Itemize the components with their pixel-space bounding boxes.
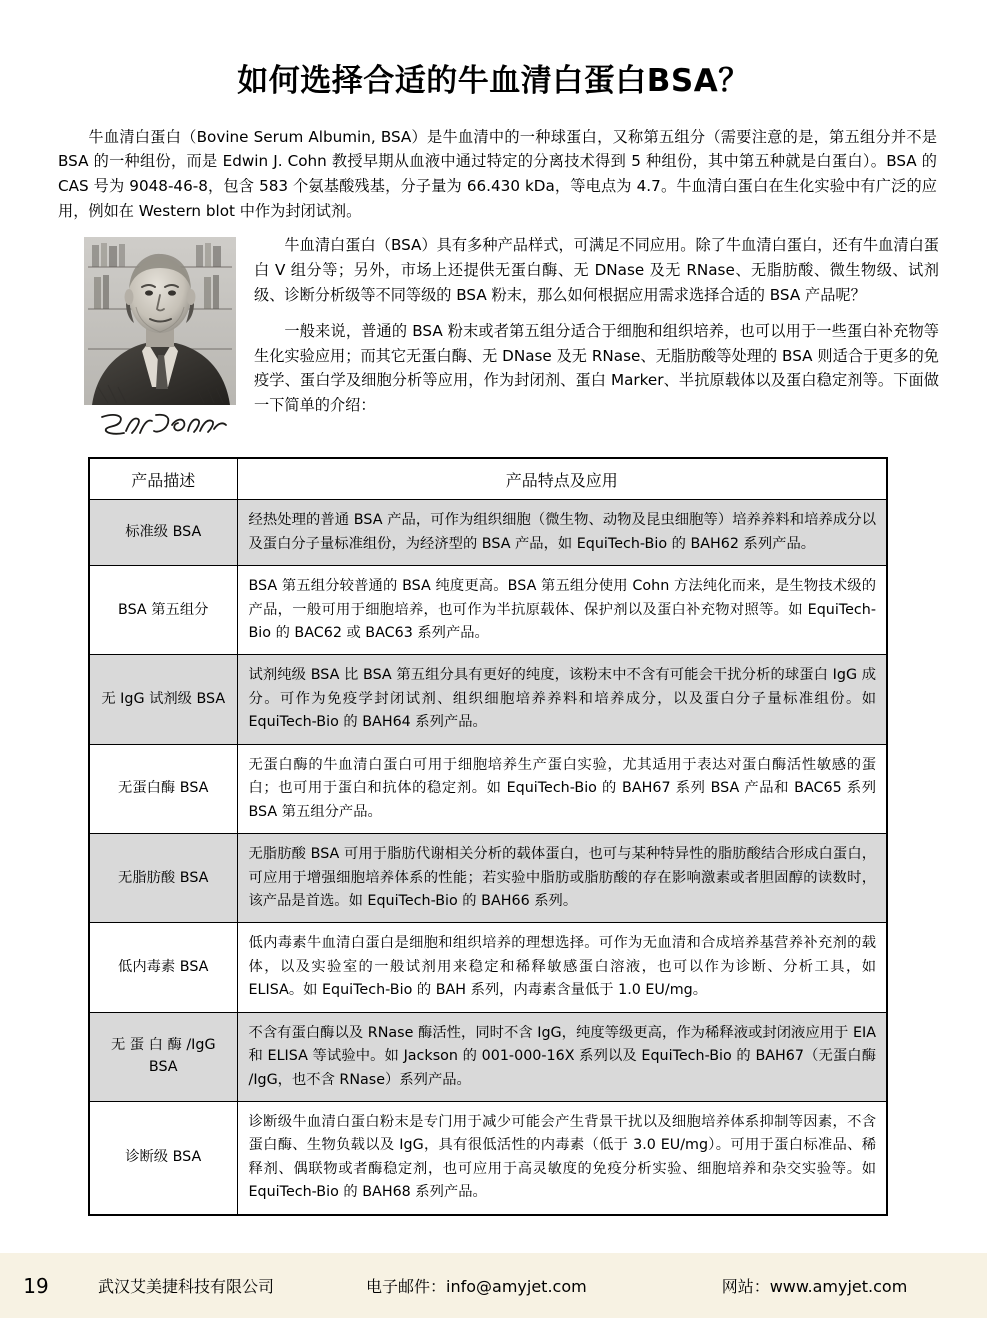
product-name: 低内毒素 BSA — [89, 923, 237, 1012]
column-header-product-features: 产品特点及应用 — [237, 458, 887, 500]
product-name: 无 IgG 试剂级 BSA — [89, 655, 237, 744]
product-table-wrap — [0, 445, 987, 1216]
product-description: 诊断级牛血清白蛋白粉末是专门用于减少可能会产生背景干扰以及细胞培养体系抑制等因素，不含蛋白酶、生物负载以及 IgG，具有很低活性的内毒素（低于 3.0 EU/mg）。可用于蛋白标准品、稀释剂、偶联物或者酶稳定剂，也可应用于高灵敏度的免疫分析实验、细胞培养和杂交实验等。如 EquiTech-Bio 的 BAH68 系列产品。 — [237, 1102, 887, 1215]
paragraph-3: 一般来说，普通的 BSA 粉末或者第五组分适合于细胞和组织培养，也可以用于一些蛋白补充物等生化实验应用；而其它无蛋白酶、无 DNase 及无 RNase、无脂肪酸等处理的 BSA 则适合于更多的免疫学、蛋白学及细胞分析等应用，作为封闭剂、蛋白 Marker、半抗原载体以及蛋白稳定剂等。下面做一下简单的介绍： — [254, 322, 939, 414]
table-row — [89, 744, 887, 833]
footer-company-name: 武汉艾美捷科技有限公司 — [98, 1277, 275, 1296]
product-description: 无脂肪酸 BSA 可用于脂肪代谢相关分析的载体蛋白，也可与某种特异性的脂肪酸结合形成白蛋白，可应用于增强细胞培养体系的性能；若实验中脂肪或脂肪酸的存在影响激素或者胆固醇的读数时，该产品是首选。如 EquiTech-Bio 的 BAH66 系列。 — [237, 834, 887, 923]
portrait-block — [84, 237, 236, 441]
table-body — [89, 500, 887, 1215]
footer-website: 网站：www.amyjet.com — [721, 1277, 908, 1296]
product-table — [88, 457, 888, 1216]
product-description: 不含有蛋白酶以及 RNase 酶活性，同时不含 IgG，纯度等级更高，作为稀释液或封闭液应用于 EIA 和 ELISA 等试验中。如 Jackson 的 001-000-16X 系列以及 EquiTech-Bio 的 BAH67（无蛋白酶 /IgG，也不含 RNase）系列产品。 — [237, 1012, 887, 1101]
table-header-row — [89, 458, 887, 500]
page-title: 如何选择合适的牛血清白蛋白BSA？ — [237, 63, 750, 99]
table-row — [89, 1102, 887, 1215]
table-row — [89, 1012, 887, 1101]
product-description: 经热处理的普通 BSA 产品，可作为组织细胞（微生物、动物及昆虫细胞等）培养养料和培养成分以及蛋白分子量标准组份，为经济型的 BSA 产品，如 EquiTech-Bio 的 BAH62 系列产品。 — [237, 500, 887, 566]
product-name: 无蛋白酶 BSA — [89, 744, 237, 833]
table-row — [89, 655, 887, 744]
table-row — [89, 500, 887, 566]
table-row — [89, 923, 887, 1012]
footer-email: 电子邮件：info@amyjet.com — [366, 1277, 587, 1296]
edwin-j-cohn-portrait-image — [84, 237, 236, 405]
product-name: BSA 第五组分 — [89, 566, 237, 655]
product-name: 无 蛋 白 酶 /IgG BSA — [89, 1012, 237, 1101]
product-description: BSA 第五组分较普通的 BSA 纯度更高。BSA 第五组分使用 Cohn 方法纯化而来，是生物技术级的产品，一般可用于细胞培养，也可作为半抗原载体、保护剂以及蛋白补充物对照等。如 EquiTech-Bio 的 BAC62 或 BAC63 系列产品。 — [237, 566, 887, 655]
intro-paragraph: 牛血清白蛋白（Bovine Serum Albumin, BSA）是牛血清中的一种球蛋白，又称第五组分（需要注意的是，第五组分并不是 BSA 的一种组份，而是 Edwin J. Cohn 教授早期从血液中通过特定的分离技术得到 5 种组份，其中第五种就是白蛋白）。BSA 的 CAS 号为 9048-46-8，包含 583 个氨基酸残基，分子量为 66.430 kDa，等电点为 4.7。牛血清白蛋白在生化实验中有广泛的应用，例如在 Western blot 中作为封闭试剂。 — [58, 127, 937, 220]
table-row — [89, 566, 887, 655]
product-name: 诊断级 BSA — [89, 1102, 237, 1215]
portrait-and-paragraphs — [0, 223, 987, 445]
paragraph-2: 牛血清白蛋白（BSA）具有多种产品样式，可满足不同应用。除了牛血清白蛋白，还有牛血清白蛋白 V 组分等；另外，市场上还提供无蛋白酶、无 DNase 及无 RNase、无脂肪酸、微生物级、试剂级、诊断分析级等不同等级的 BSA 粉末，那么如何根据应用需求选择合适的 BSA 产品呢？ — [254, 236, 939, 304]
product-description: 无蛋白酶的牛血清白蛋白可用于细胞培养生产蛋白实验，尤其适用于表达对蛋白酶活性敏感的蛋白；也可用于蛋白和抗体的稳定剂。如 EquiTech-Bio 的 BAH67 系列 BSA 产品和 BAC65 系列 BSA 第五组分产品。 — [237, 744, 887, 833]
product-name: 无脂肪酸 BSA — [89, 834, 237, 923]
product-description: 低内毒素牛血清白蛋白是细胞和组织培养的理想选择。可作为无血清和合成培养基营养补充剂的载体，以及实验室的一般试剂用来稳定和稀释敏感蛋白溶液，也可以作为诊断、分析工具，如 ELISA。如 EquiTech-Bio 的 BAH 系列，内毒素含量低于 1.0 EU/mg。 — [237, 923, 887, 1012]
table-row — [89, 834, 887, 923]
page-number: 19 — [23, 1273, 49, 1298]
page-footer — [0, 1253, 987, 1318]
product-name: 标准级 BSA — [89, 500, 237, 566]
product-description: 试剂纯级 BSA 比 BSA 第五组分具有更好的纯度，该粉末中不含有可能会干扰分析的球蛋白 IgG 成分。可作为免疫学封闭试剂、组织细胞培养养料和培养成分，以及蛋白分子量标准组份。如 EquiTech-Bio 的 BAH64 系列产品。 — [237, 655, 887, 744]
edwin-j-cohn-signature — [84, 409, 236, 441]
column-header-product-description: 产品描述 — [89, 458, 237, 500]
